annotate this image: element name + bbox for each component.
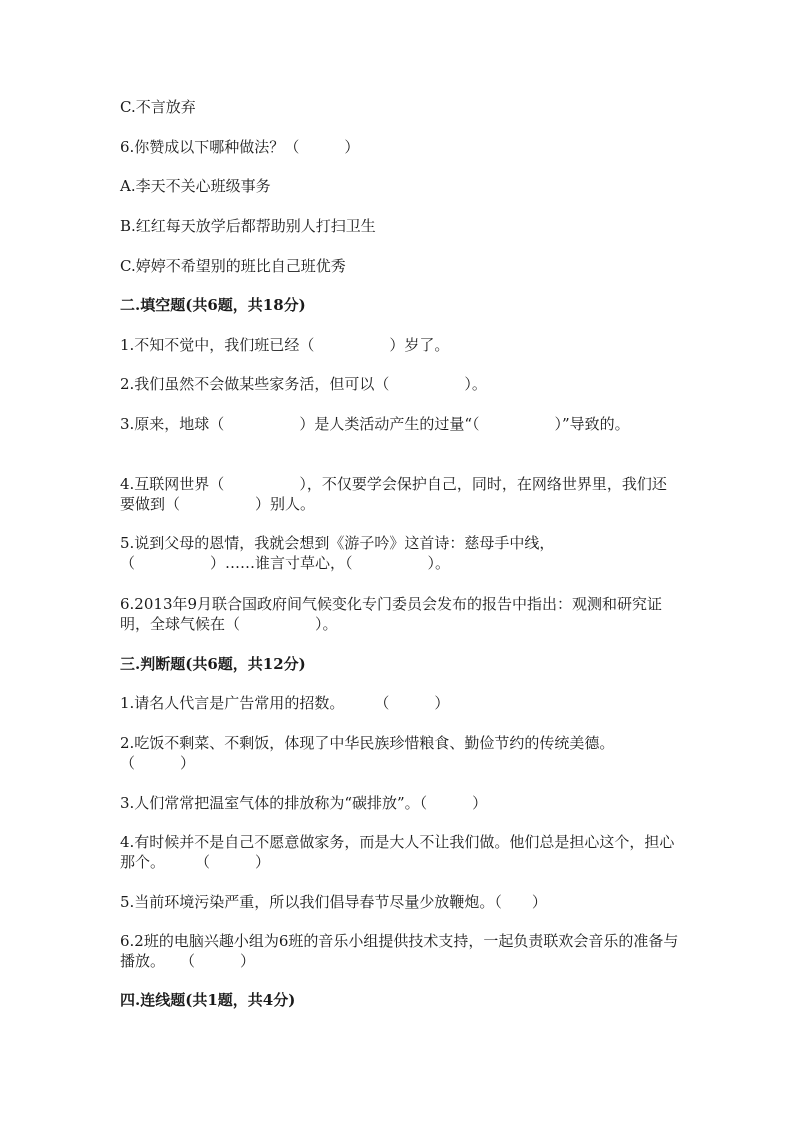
question-6: 6.你赞成以下哪种做法？（ ） [120, 138, 360, 156]
fill-question-6: 6.2013年9月联合国政府间气候变化专门委员会发布的报告中指出：观测和研究证明，全球气候在（ ）。 [120, 595, 663, 633]
option-c-prev: C.不言放弃 [120, 98, 196, 116]
judge-question-3: 3.人们常常把温室气体的排放称为“碳排放”。（ ） [120, 794, 488, 812]
fill-question-1: 1.不知不觉中，我们班已经（ ）岁了。 [120, 336, 450, 354]
fill-question-3: 3.原来，地球（ ）是人类活动产生的过量“（ ）”导致的。 [120, 415, 630, 433]
judge-question-4: 4.有时候并不是自己不愿意做家务，而是大人不让我们做。他们总是担心这个，担心那个。 （ ） [120, 833, 675, 871]
judge-question-6: 6.2班的电脑兴趣小组为6班的音乐小组提供技术支持，一起负责联欢会音乐的准备与播放。 （ ） [120, 932, 679, 970]
q6-option-a: A.李天不关心班级事务 [120, 177, 271, 195]
judge-question-1: 1.请名人代言是广告常用的招数。 （ ） [120, 694, 450, 712]
q6-option-c: C.婷婷不希望别的班比自己班优秀 [120, 257, 346, 275]
section-4-heading: 四.连线题(共1题，共4分) [120, 991, 296, 1009]
judge-question-5: 5.当前环境污染严重，所以我们倡导春节尽量少放鞭炮。（ ） [120, 893, 547, 911]
fill-question-2: 2.我们虽然不会做某些家务活，但可以（ ）。 [120, 375, 487, 393]
fill-question-5: 5.说到父母的恩情，我就会想到《游子吟》这首诗：慈母手中线，（ ）……谁言寸草心，（ ）。 [120, 534, 555, 572]
section-3-heading: 三.判断题(共6题，共12分) [120, 655, 306, 673]
section-2-heading: 二.填空题(共6题，共18分) [120, 296, 306, 314]
q6-option-b: B.红红每天放学后都帮助别人打扫卫生 [120, 217, 376, 235]
fill-question-4: 4.互联网世界（ ），不仅要学会保护自己，同时，在网络世界里，我们还要做到（ ）别人。 [120, 475, 667, 513]
judge-question-2: 2.吃饭不剩菜、不剩饭，体现了中华民族珍惜粮食、勤俭节约的传统美德。 （ ） [120, 734, 637, 772]
